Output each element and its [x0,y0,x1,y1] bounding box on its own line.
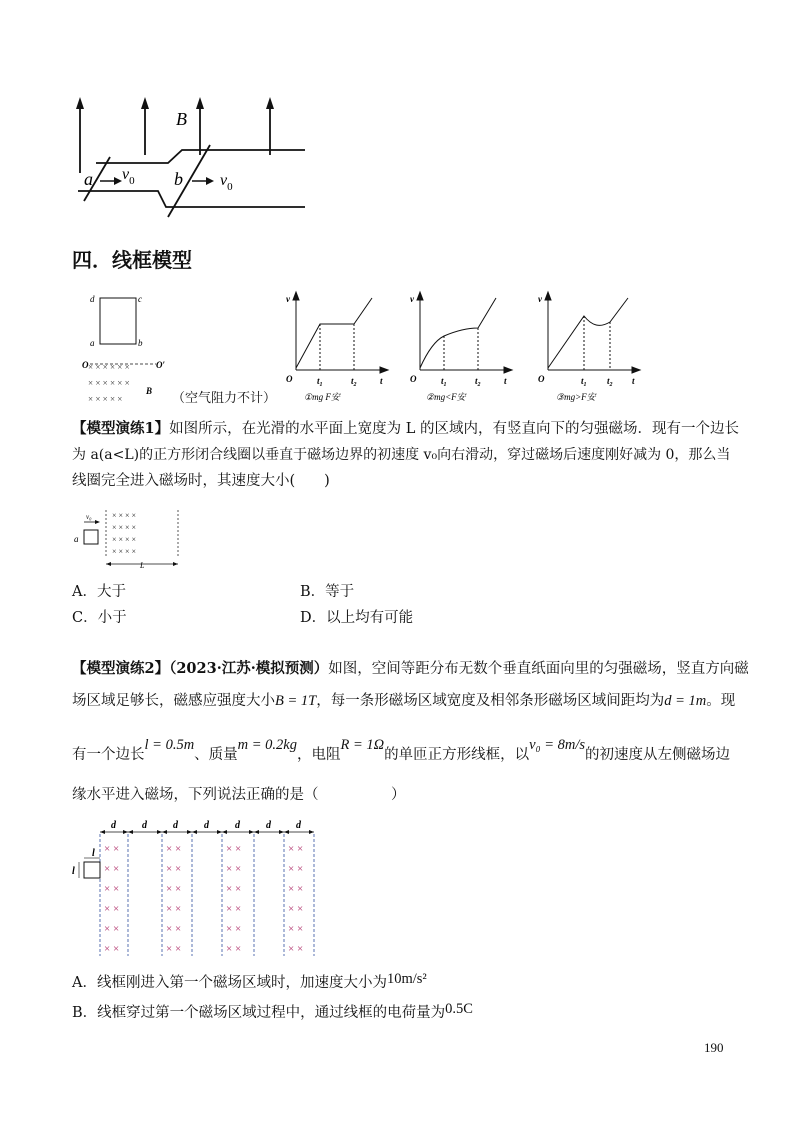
svg-text:v: v [538,294,542,304]
vt-graph-2 [408,290,518,410]
q1-line3: 线圈完全进入磁场时，其速度大小( ) [72,473,330,489]
svg-text:d: d [235,820,240,831]
q1-text-1: 如图所示，在光滑的水平面上宽度为 L 的区域内，有竖直向下的匀强磁场．现有一个边长 [169,421,739,437]
svg-text:t2: $t_2$ [351,376,357,388]
svg-text:t2: $t_2$ [607,376,613,388]
svg-text:× × × × ×: × × × × × [88,394,123,404]
q2-line3: 有一个边长l = 0.5m、质量m = 0.2kg，电阻R = 1Ω的单匝正方形线框，以v₀ = 8m/s的初速度从左侧磁场边 [72,737,731,763]
q1-option-d[interactable]: D．以上均有可能 [300,610,414,626]
svg-text:× ×: × × [226,943,242,955]
q1-line2: 为 a(a<L)的正方形闭合线圈以垂直于磁场边界的初速度 v₀向右滑动，穿过磁场后速度刚好减为 0，那么当 [72,447,731,463]
svg-text:a: a [74,534,79,544]
svg-text:× × × × × ×: × × × × × × [88,378,130,388]
svg-text:d: d [266,820,271,831]
svg-text:× ×: × × [166,843,182,855]
svg-text:× ×: × × [226,863,242,875]
svg-text:t1: $t_1$ [317,376,323,388]
svg-text:B: B [146,386,153,396]
svg-text:× × × ×: × × × × [112,535,137,544]
vt-graph-1 [284,290,394,410]
svg-text:l: l [92,848,95,859]
q2-option-b[interactable]: B．线框穿过第一个磁场区域过程中，通过线框的电荷量为0.5C [72,1001,473,1021]
q2-line1: 【模型演练2】（2023·江苏·模拟预测）如图，空间等距分布无数个垂直纸面向里的匀强磁场，竖直方向磁 [72,660,749,677]
label-B: B [176,109,187,129]
svg-text:O: O [538,374,545,384]
rail-field-figure [70,95,310,220]
q2-line4: 缘水平进入磁场，下列说法正确的是（ ） [72,787,406,803]
page-number: 190 [704,1040,724,1055]
svg-text:× ×: × × [288,923,304,935]
frame-figure [82,290,172,410]
svg-text:l: l [72,866,75,877]
svg-text:× ×: × × [288,863,304,875]
q1-tag: 【模型演练1】 [72,420,170,437]
svg-text:t2: $t_2$ [475,376,481,388]
svg-text:①mg F安: ①mg F安 [304,392,340,402]
svg-text:③mg>F安: ③mg>F安 [556,392,596,402]
svg-text:L: L [140,561,145,570]
q1-option-a[interactable]: A．大于 [72,584,126,600]
svg-text:t: t [504,376,507,386]
svg-text:× ×: × × [104,923,120,935]
svg-text:× × × × × ×: × × × × × × [88,362,130,372]
svg-text:O: O [286,374,293,384]
vt-graph-3 [536,290,646,410]
section-title: 四．线框模型 [72,248,192,272]
svg-text:d: d [90,294,95,304]
svg-text:× × × ×: × × × × [112,523,137,532]
B-equation: B = 1T [275,693,317,709]
q2-line2: 场区域足够长，磁感应强度大小B = 1T，每一条形磁场区域宽度及相邻条形磁场区域间距均为d = 1m。现 [72,693,736,709]
svg-text:× ×: × × [166,903,182,915]
svg-text:c: c [138,294,142,304]
m-equation: m = 0.2kg [237,737,297,753]
svg-text:d: d [204,820,209,831]
q2-source: （2023·江苏·模拟预测） [169,660,329,677]
svg-text:× ×: × × [226,843,242,855]
svg-text:× ×: × × [104,943,120,955]
svg-text:× ×: × × [166,863,182,875]
label-v0-b: $v_0$ [220,172,233,193]
svg-text:a: a [90,338,95,348]
svg-text:v: v [410,294,414,304]
q1-figure [70,510,190,572]
svg-text:× ×: × × [104,843,120,855]
q2-option-a[interactable]: A．线框刚进入第一个磁场区域时，加速度大小为10m/s² [72,971,427,991]
label-v0-a: $v_0$ [122,166,135,187]
q2-option-b-value: 0.5C [445,1001,473,1017]
svg-text:× ×: × × [104,863,120,875]
label-b: b [174,169,183,189]
svg-text:v₀: v₀ [86,513,92,521]
svg-text:× ×: × × [226,923,242,935]
q1-option-b[interactable]: B．等于 [300,584,355,600]
svg-text:t: t [632,376,635,386]
d-equation: d = 1m [664,693,707,709]
svg-text:× ×: × × [104,883,120,895]
svg-text:d: d [296,820,301,831]
svg-text:d: d [142,820,147,831]
q1-line1 [72,418,752,440]
svg-text:× ×: × × [226,903,242,915]
svg-text:O: O [410,374,417,384]
svg-text:× × × ×: × × × × [112,547,137,556]
svg-text:× ×: × × [226,883,242,895]
R-equation: R = 1Ω [340,737,385,753]
q2-option-a-value: 10m/s² [386,971,427,987]
svg-text:× ×: × × [288,883,304,895]
svg-text:× ×: × × [166,943,182,955]
v0-equation: v₀ = 8m/s [529,737,586,753]
svg-text:v: v [286,294,290,304]
q2-figure [70,818,330,960]
svg-text:× ×: × × [166,923,182,935]
svg-text:t1: $t_1$ [581,376,587,388]
svg-text:d: d [111,820,116,831]
svg-text:× ×: × × [166,883,182,895]
svg-text:× ×: × × [288,943,304,955]
air-resistance-note: （空气阻力不计） [172,391,277,406]
svg-text:d: d [173,820,178,831]
svg-text:O: O [82,360,89,370]
q1-option-c[interactable]: C．小于 [72,610,127,626]
svg-text:b: b [138,338,143,348]
svg-text:× ×: × × [288,843,304,855]
svg-text:t: t [380,376,383,386]
svg-text:× ×: × × [288,903,304,915]
l-equation: l = 0.5m [144,737,195,753]
svg-text:t1: $t_1$ [441,376,447,388]
q2-tag: 【模型演练2】 [72,660,170,677]
svg-text:× × × ×: × × × × [112,511,137,520]
svg-text:× ×: × × [104,903,120,915]
svg-text:②mg<F安: ②mg<F安 [426,392,466,402]
svg-text:O′: O′ [156,360,166,370]
label-a: a [84,169,93,189]
